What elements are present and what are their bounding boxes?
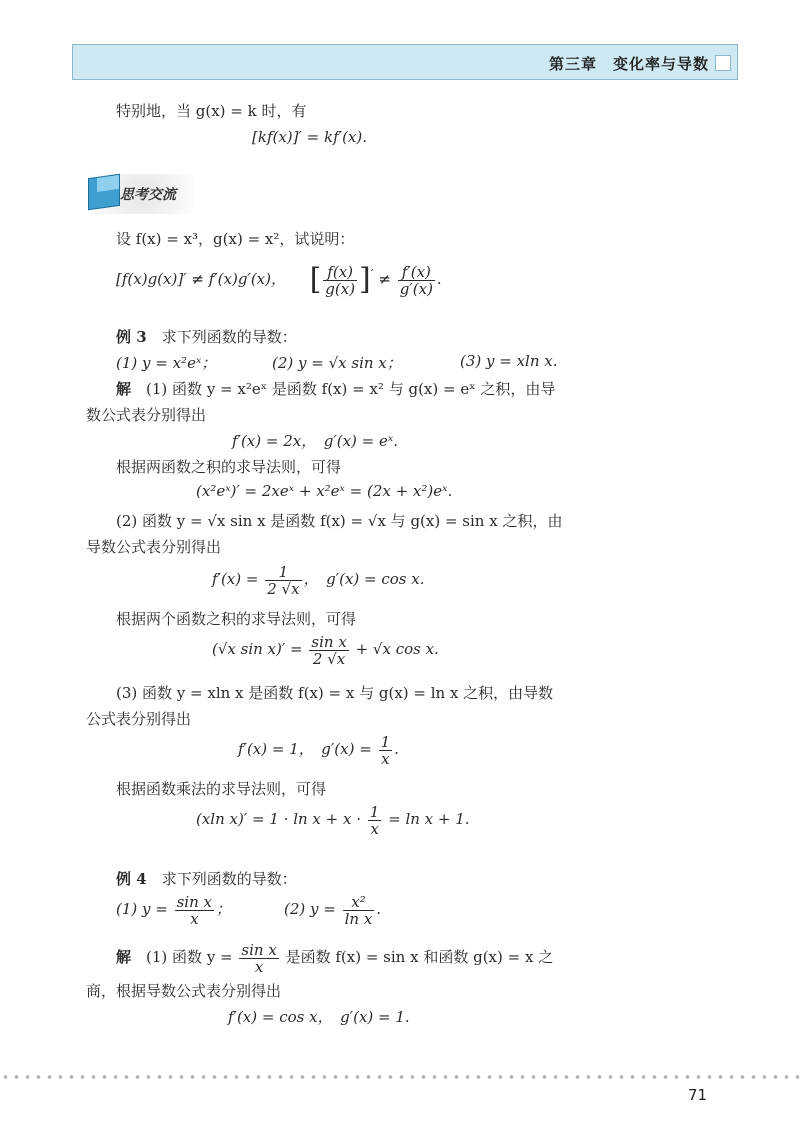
ex3-s3-formula: f′(x) = 1， g′(x) = $\frac{1}{x}$ .	[238, 732, 399, 768]
example3-heading: 例 3 求下列函数的导数：	[116, 328, 297, 346]
ineq-frac: $\frac{f(x)}{g(x)}$	[325, 262, 356, 298]
page-number: 71	[688, 1086, 708, 1104]
ex3-solution-3a: (3) 函数 y = xln x 是函数 f(x) = x 与 g(x) = ln x 之积，由导数	[116, 684, 554, 702]
ex3-solution-1b: 数公式表分别得出	[86, 406, 207, 424]
intro-formula: [kf(x)]′ = kf′(x).	[252, 128, 367, 146]
ex3-solution-2a: (2) 函数 y = √x sin x 是函数 f(x) = √x 与 g(x) = sin x 之积，由	[116, 512, 563, 530]
header-square-icon	[715, 55, 731, 71]
neq-sign: ≠	[378, 270, 391, 288]
intro-line: 特别地，当 g(x) = k 时，有	[116, 102, 307, 120]
footer-dotted-line	[0, 1074, 800, 1080]
example4-heading: 例 4 求下列函数的导数：	[116, 870, 297, 888]
ex3-problem-2: (2) y = √x sin x；	[272, 354, 402, 372]
ex3-s3-result: (xln x)′ = 1 · ln x + x · $\frac{1}{x}$ = ln x + 1.	[196, 802, 470, 838]
ex4-problem-2: (2) y = $\frac{\text{x²}}{\text{ln x}}$ .	[284, 892, 382, 928]
ex3-s2-formula: f′(x) = $\frac{1}{2 √x}$ ， g′(x) = cos x.	[212, 562, 425, 598]
ex3-problem-3: (3) y = xln x.	[460, 352, 558, 370]
ex3-s2-rule: 根据两个函数之积的求导法则，可得	[116, 610, 357, 628]
chapter-header-bar	[72, 44, 738, 80]
think-inequalities: [f(x)g(x)]′ ≠ f′(x)g′(x)， [ $\frac{f(x)}{g(x)}$ ]′ ≠ $\frac{f'(x)}{g'(x)}$ .	[116, 262, 442, 298]
cube-icon	[88, 174, 120, 210]
ex4-problem-1: (1) y = $\frac{\text{sin x}}{x}$ ；	[116, 892, 232, 928]
ex3-s1-rule: 根据两函数之积的求导法则，可得	[116, 458, 342, 476]
ex4-s1-formula: f′(x) = cos x， g′(x) = 1.	[228, 1008, 410, 1026]
ex3-s2-result: (√x sin x)′ = $\frac{\text{sin x}}{2 √x}$ + √x cos x.	[212, 632, 439, 668]
ex3-s1-result: (x²eˣ)′ = 2xeˣ + x²eˣ = (2x + x²)eˣ.	[196, 482, 453, 500]
think-line: 设 f(x) = x³，g(x) = x²，试说明：	[116, 230, 355, 248]
ineq-product: [f(x)g(x)]′ ≠ f′(x)g′(x)，	[116, 270, 286, 288]
ex4-solution-1a: 解 (1) 函数 y = $\frac{\text{sin x}}{x}$ 是函数 f(x) = sin x 和函数 g(x) = x 之	[116, 940, 554, 976]
ex3-solution-2b: 导数公式表分别得出	[86, 538, 222, 556]
ex3-s3-rule: 根据函数乘法的求导法则，可得	[116, 780, 327, 798]
ex3-solution-3b: 公式表分别得出	[86, 710, 192, 728]
ex3-solution-1a: 解 (1) 函数 y = x²eˣ 是函数 f(x) = x² 与 g(x) = eˣ 之积，由导	[116, 380, 556, 398]
ex4-solution-1b: 商，根据导数公式表分别得出	[86, 982, 282, 1000]
badge-label: 思考交流	[120, 187, 176, 203]
ex3-problem-1: (1) y = x²eˣ；	[116, 354, 217, 372]
ex3-s1-formula: f′(x) = 2x， g′(x) = eˣ.	[232, 432, 398, 450]
chapter-title: 第三章 变化率与导数	[548, 55, 709, 73]
ineq-rhs-frac: $\frac{f'(x)}{g'(x)}$	[399, 262, 433, 298]
think-badge	[86, 170, 196, 220]
